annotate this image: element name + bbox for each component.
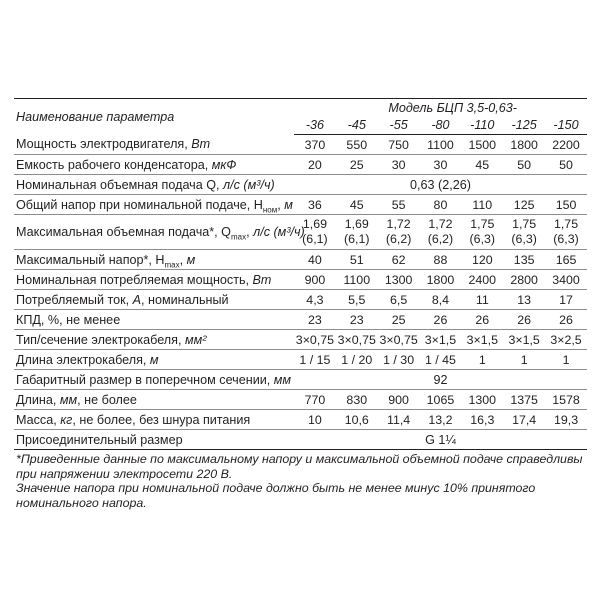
value-secondary: (6,3) [553, 232, 579, 246]
param-post: , [179, 252, 187, 267]
footnotes [14, 452, 587, 510]
parameters-table [14, 98, 587, 450]
value-cell: 26 [420, 310, 462, 330]
param-name [14, 175, 294, 195]
table-row [14, 195, 587, 215]
param-sub: max [230, 232, 247, 242]
param-pre: Номинальная потребляемая мощность, [16, 272, 253, 287]
value-cell: 55 [378, 195, 420, 215]
param-unit: мм [59, 392, 78, 407]
value-cell [336, 215, 378, 250]
value-cell: 3×0,75 [294, 330, 336, 350]
value-cell: 770 [294, 390, 336, 410]
value-cell: 1 [461, 350, 503, 370]
value-cell: 1800 [503, 135, 545, 155]
value-cell: 370 [294, 135, 336, 155]
value-cell: 6,5 [378, 290, 420, 310]
param-name [14, 250, 294, 270]
param-name [14, 370, 294, 390]
param-name [14, 310, 294, 330]
value-cell: 26 [545, 310, 587, 330]
param-pre: Длина электрокабеля, [16, 352, 150, 367]
model-header: Модель БЦП 3,5-0,63- [294, 99, 587, 117]
param-name [14, 430, 294, 450]
value-secondary: (6,1) [302, 232, 328, 246]
value-cell: 3×1,5 [461, 330, 503, 350]
value-cell: 3×0,75 [378, 330, 420, 350]
value-cell [420, 215, 462, 250]
table-row [14, 370, 587, 390]
value-cell: 36 [294, 195, 336, 215]
table-row [14, 390, 587, 410]
value-cell: 25 [336, 155, 378, 175]
value-main: 1,72 [386, 217, 411, 231]
value-cell: 40 [294, 250, 336, 270]
model-code: -150 [545, 116, 587, 135]
value-cell: 1300 [378, 270, 420, 290]
model-code: -110 [461, 116, 503, 135]
value-secondary: (6,2) [385, 232, 412, 246]
value-cell: 3×2,5 [545, 330, 587, 350]
merged-value: G 1¼ [294, 430, 587, 450]
value-cell: 26 [503, 310, 545, 330]
value-cell: 1300 [461, 390, 503, 410]
param-unit: кг [60, 412, 73, 427]
model-code: -80 [420, 116, 462, 135]
spec-sheet [14, 98, 587, 510]
value-cell: 17,4 [503, 410, 545, 430]
value-cell: 8,4 [420, 290, 462, 310]
footnote-1: *Приведенные данные по максимальному напору и максимальной объемной подаче справедливы при напряжении электросети 220 В. [16, 452, 583, 481]
param-pre: Общий напор при номинальной подаче, H [16, 197, 263, 212]
value-cell: 5,5 [336, 290, 378, 310]
param-post: , номинальный [141, 292, 229, 307]
param-name [14, 330, 294, 350]
table-row [14, 310, 587, 330]
value-cell: 62 [378, 250, 420, 270]
param-pre: КПД, %, не менее [16, 312, 121, 327]
value-cell: 45 [336, 195, 378, 215]
model-code: -45 [336, 116, 378, 135]
value-cell: 150 [545, 195, 587, 215]
value-cell: 120 [461, 250, 503, 270]
model-code: -125 [503, 116, 545, 135]
param-unit: Вт [191, 137, 211, 152]
param-sub: max [164, 260, 180, 270]
value-cell: 135 [503, 250, 545, 270]
value-cell: 900 [378, 390, 420, 410]
table-row [14, 270, 587, 290]
param-name [14, 290, 294, 310]
value-cell: 23 [294, 310, 336, 330]
value-cell [503, 215, 545, 250]
merged-value: 0,63 (2,26) [294, 175, 587, 195]
value-cell: 1 [503, 350, 545, 370]
value-cell: 3×1,5 [420, 330, 462, 350]
param-unit: л/с (м³/ч) [253, 225, 305, 239]
param-unit: м [149, 352, 159, 367]
value-cell: 1375 [503, 390, 545, 410]
param-unit: мкФ [211, 157, 237, 172]
param-pre: Максимальная объемная подача*, Q [16, 225, 231, 239]
param-pre: Номинальная объемная подача Q, [16, 177, 224, 192]
value-cell: 11 [461, 290, 503, 310]
param-post: , не более, без шнура питания [72, 412, 251, 427]
value-cell: 830 [336, 390, 378, 410]
param-pre: Длина, [16, 392, 60, 407]
table-row [14, 135, 587, 155]
value-cell: 1 / 45 [420, 350, 462, 370]
value-cell: 1100 [420, 135, 462, 155]
value-cell: 80 [420, 195, 462, 215]
value-secondary: (6,3) [469, 232, 496, 246]
value-cell: 4,3 [294, 290, 336, 310]
value-secondary: (6,1) [344, 232, 370, 246]
value-cell: 10 [294, 410, 336, 430]
value-cell: 1100 [336, 270, 378, 290]
model-code: -36 [294, 116, 336, 135]
value-cell: 25 [378, 310, 420, 330]
value-cell: 26 [461, 310, 503, 330]
value-secondary: (6,2) [427, 232, 454, 246]
value-cell: 50 [545, 155, 587, 175]
param-pre: Максимальный напор*, H [16, 252, 165, 267]
param-post: , [246, 225, 254, 239]
table-row [14, 290, 587, 310]
param-unit: мм [273, 372, 292, 387]
value-cell: 125 [503, 195, 545, 215]
value-cell: 30 [420, 155, 462, 175]
param-pre: Тип/сечение электрокабеля, [16, 332, 185, 347]
value-cell: 23 [336, 310, 378, 330]
param-name [14, 135, 294, 155]
param-pre: Масса, [16, 412, 61, 427]
param-pre: Габаритный размер в поперечном сечении, [16, 372, 274, 387]
merged-value: 92 [294, 370, 587, 390]
param-sub: ном [262, 205, 278, 215]
value-cell: 20 [294, 155, 336, 175]
param-pre: Присоединительный размер [16, 432, 183, 447]
value-cell: 2800 [503, 270, 545, 290]
table-row [14, 350, 587, 370]
param-name [14, 270, 294, 290]
value-cell: 550 [336, 135, 378, 155]
param-name [14, 350, 294, 370]
value-cell [378, 215, 420, 250]
value-cell [461, 215, 503, 250]
value-cell: 45 [461, 155, 503, 175]
footnote-2: Значение напора при номинальной подаче должно быть не менее минус 10% принятого номинального напора. [16, 481, 536, 510]
value-cell: 13,2 [420, 410, 462, 430]
value-cell: 900 [294, 270, 336, 290]
value-cell: 13 [503, 290, 545, 310]
param-unit: мм² [184, 332, 207, 347]
value-cell: 1 / 15 [294, 350, 336, 370]
value-cell: 17 [545, 290, 587, 310]
param-unit: Вт [252, 272, 272, 287]
value-cell: 1578 [545, 390, 587, 410]
value-cell: 3×0,75 [336, 330, 378, 350]
param-unit: м [284, 197, 293, 212]
value-cell: 16,3 [461, 410, 503, 430]
value-cell: 50 [503, 155, 545, 175]
value-cell: 51 [336, 250, 378, 270]
value-cell: 1065 [420, 390, 462, 410]
value-cell [545, 215, 587, 250]
table-row [14, 175, 587, 195]
table-row [14, 250, 587, 270]
value-cell: 19,3 [545, 410, 587, 430]
value-cell: 1 / 30 [378, 350, 420, 370]
param-unit: м [186, 252, 196, 267]
param-post: , [277, 197, 285, 212]
param-name [14, 390, 294, 410]
param-name [14, 155, 294, 175]
value-cell: 2200 [545, 135, 587, 155]
value-cell: 750 [378, 135, 420, 155]
param-post: , не более [77, 392, 137, 407]
param-name-header: Наименование параметра [14, 99, 294, 135]
value-cell: 1 / 20 [336, 350, 378, 370]
value-cell: 10,6 [336, 410, 378, 430]
param-name [14, 410, 294, 430]
param-pre: Емкость рабочего конденсатора, [16, 157, 212, 172]
param-unit: л/с (м³/ч) [223, 177, 275, 192]
table-row [14, 215, 587, 250]
table-row [14, 430, 587, 450]
table-header-row [14, 99, 587, 117]
value-main: 1,75 [470, 217, 495, 231]
value-cell: 2400 [461, 270, 503, 290]
value-main: 1,75 [553, 217, 579, 231]
model-code: -55 [378, 116, 420, 135]
table-row [14, 410, 587, 430]
param-name [14, 215, 305, 250]
value-cell: 3400 [545, 270, 587, 290]
value-main: 1,75 [512, 217, 537, 231]
table-row [14, 330, 587, 350]
value-secondary: (6,3) [511, 232, 537, 246]
value-cell: 110 [461, 195, 503, 215]
param-pre: Мощность электродвигателя, [16, 137, 192, 152]
value-main: 1,72 [428, 217, 453, 231]
param-name [14, 195, 294, 215]
value-cell: 11,4 [378, 410, 420, 430]
value-cell: 165 [545, 250, 587, 270]
value-cell: 1800 [420, 270, 462, 290]
value-cell: 88 [420, 250, 462, 270]
table-row [14, 155, 587, 175]
value-main: 1,69 [344, 217, 369, 231]
param-pre: Потребляемый ток, [16, 292, 133, 307]
table-body [14, 135, 587, 450]
value-main: 1,69 [302, 217, 327, 231]
value-cell: 1500 [461, 135, 503, 155]
param-unit: А [132, 292, 142, 307]
value-cell: 1 [545, 350, 587, 370]
value-cell: 3×1,5 [503, 330, 545, 350]
value-cell: 30 [378, 155, 420, 175]
